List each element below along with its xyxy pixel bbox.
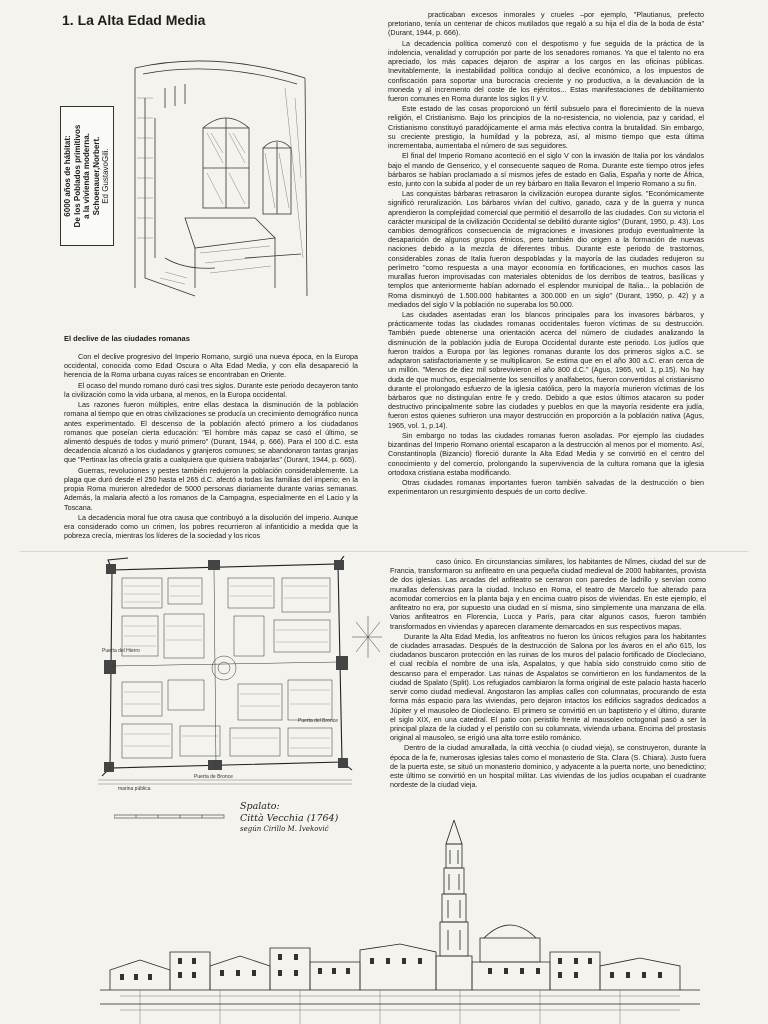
interior-sketch-illustration (125, 58, 311, 300)
map-label-south-gate: Puerta de Bronce (194, 774, 233, 780)
spalato-city-plan-map (98, 556, 382, 792)
paragraph: Con el declive progresivo del Imperio Romano, surgió una nueva época, en la Europa occidental, conocida como Edad Oscura o Alta Edad Media, y con ella desapareció la herencia de la Roma urbana cuyas raíces se encontraban en Oriente. (64, 352, 358, 380)
paragraph: Durante la Alta Edad Media, los anfiteatros no fueron los únicos refugios para los habitantes de ciudades arrasadas. Después de la destrucción de Salona por los ávaros en el año 615, los ciudadanos buscaron protección en las ruinas de los muros del palacio fortificado de Diocleciano, el cual recibía el nombre de una isla, Aspalatos, y que había sido construido como sitio de descanso para el emperador. Las ruinas de Aspalatos se convirtieron en los fundamentos de la ciudad de Spalato (Split). Los refugiados cambiaron la forma original de este palacio hasta hacerlo servir como ciudad medieval. Angostaron las amplias calles con columnatas, procurando de esta forma más espacio para las viviendas, pero dejaron intactos los edificios sagrados dedicados a Júpiter y el mausoleo de Diocleciano. El primero se convirtió en un baptisterio y el último, durante el siglo XIX, en una catedral. El patio con peristilo frente al mausoleo octogonal pasó a ser la principal plaza de la ciudad y el peristilo con su columnata, vivienda urbana. Encima del prostasis original al mausoleo, se erigió una alta torre estilo románico. (390, 631, 706, 743)
paragraph: El final del Imperio Romano aconteció en el siglo V con la invasión de Italia por los vándalos bajo el mando de Genserico, y el consecuente saqueo de Roma. Durante este tiempo otros jefes bárbaros se habían proclamado a sí mismos jefes de estado en Galia, España y norte de África, esto, junto con la subida al poder de un rey bárbaro en Italia llevaron el Imperio Romano a su fin. (388, 151, 704, 188)
paragraph: Las razones fueron múltiples, entre ellas destaca la disminución de la población romana al tiempo que en otras civilizaciones se producía un crecimiento demográfico nunca antes experimentado. El descenso de la población afectó primero a los ciudadanos romanos que poseían cierta educación: "El hombre más capaz se casó el último, se alimentó después de todos y murió primero" (Durant, 1944, p. 666). Para el 100 d.C. esta decadencia alcanzó a los ciudadanos y granjeros comunes; se abandonaron tantas granjas que "Pertinax las ofrecía gratis a cualquiera que quisiera trabajarlas" (Durant, 1944, p. 665). (64, 400, 358, 465)
paragraph: Otras ciudades romanas importantes fueron también salvadas de la destrucción o bien experimentaron un resurgimiento después de un corto declive. (388, 477, 704, 497)
split-skyline-illustration (100, 820, 700, 1024)
section-title: El declive de las ciudades romanas (64, 334, 190, 343)
paragraph: Sin embargo no todas las ciudades romanas fueron asoladas. Por ejemplo las ciudades bizantinas del Imperio Romano oriental escaparon a la destrucción al menos por el momento. Así, Constantinopla (Bizancio) floreció durante la Alta Edad Media y se convirtió en el centro del conocimiento y del comercio, prolongando la supervivencia de la cultura romana que la iglesia ortodoxa cristiana estaba modificando. (388, 430, 704, 477)
right-bottom-column-text (390, 557, 706, 790)
citation-text (63, 108, 111, 244)
map-caption-line-3: según Cirillo M. Iveković (240, 824, 329, 833)
paragraph: Dentro de la ciudad amurallada, la città vecchia (o ciudad vieja), se construyeron, durante la época de la fe, numerosas iglesias tales como el monasterio de Sta. Clara (S. Chiara). Justo fuera de la puerta este, se situó un monasterio dominico, y adyacente a la puerta norte, uno benedictino; este último se convirtió en un hospital militar. Las viviendas de los judíos ocupaban el cuadrante nordeste de la ciudad vieja. (390, 743, 706, 790)
page-divider (20, 551, 748, 552)
citation-line-5: Ed GustavoGili. (101, 148, 111, 204)
map-label-sea: marina pública (118, 786, 151, 792)
paragraph: Guerras, revoluciones y pestes también redujeron la población considerablemente. La plaga que duró desde el 250 hasta el 265 d.C. afectó a todas las familias del imperio; en la propia Roma murieron alrededor de 5000 personas diariamente durante varias semanas. Además, la malaria afectó a los romanos de la Campagna, especialmente en el Lacio y la Toscana. (64, 465, 358, 512)
paragraph: caso único. En circunstancias similares, los habitantes de Nîmes, ciudad del sur de Francia, transformaron su anfiteatro en una pequeña ciudad medieval de 2000 habitantes, provista de dos iglesias. Las arcadas del anfiteatro se cerraron con paredes de ladrillo y servían como murallas defensivas para la ciudad. Incluso en Roma, el teatro de Marcelo fue alterado para acomodar comercios en la planta baja y en encima cuatro pisos de viviendas. En este ejemplo, el anfiteatro no era, por supuesto una ciudad en sí misma, sino simplemente una manzana de ella. Varios anfiteatros en Florencia, Lucca y París, para citar algunos casos, fueron también transformados en viviendas y aparecen claramente demarcados en sus respectivos mapas. (390, 557, 706, 631)
paragraph: La decadencia política comenzó con el despotismo y fue seguida de la práctica de la indolencia, venalidad y corrupción por parte de los senadores romanos. Ya que el talento no era apreciado, los más capaces dejaron de aspirar a los cargos en las oficinas públicas. Inevitablemente, la inestabilidad política condujo al declive económico, a los impuestos de confiscación para soportar una burocracia creciente y no productiva, a la devaluación de la moneda y al incremento del coste de los ejércitos... Estas manifestaciones de debilitamiento fueron comunes en Roma durante los siglos II y V. (388, 38, 704, 103)
citation-box (60, 106, 114, 246)
citation-line-1: 6000 años de hábitat: (63, 135, 73, 217)
map-label-east-gate: Puerta del Bronce (298, 718, 339, 724)
left-column-text (64, 352, 358, 541)
right-top-column-text (388, 10, 704, 497)
page-title: 1. La Alta Edad Media (62, 12, 206, 28)
paragraph: La decadencia moral fue otra causa que contribuyó a la disolución del imperio. Aunque era considerado como un crimen, los pobres recurrieron al infanticidio a medida que la pobreza crecía, mientras los líderes de la sociedad y los ricos (64, 512, 358, 541)
citation-line-2: De los Poblados primitivos (72, 124, 82, 228)
map-caption-line-2: Città Vecchia (1764) (240, 812, 339, 824)
citation-line-3: a la vivienda moderna. (82, 133, 92, 219)
paragraph: El ocaso del mundo romano duró casi tres siglos. Durante este periodo decayeron tanto la civilización como la vida urbana, al menos, en la Europa occidental. (64, 380, 358, 399)
paragraph: practicaban excesos inmorales y crueles –por ejemplo, "Plautianus, prefecto pretoriano, tenía un centenar de chicos mutilados que regaló a su hija el día de la boda de ésta" (Durant, 1944, p. 666). (388, 10, 704, 38)
map-label-west-gate: Puerta del Hierro (102, 648, 140, 654)
paragraph: Las conquistas bárbaras retrasaron la civilización europea durante siglos. "Económicamente significó reruralización. Los bárbaros vivían del cultivo, ganado, caza y de la guerra y nunca aprendieron la complejidad comercial que permitió el desarrollo de las ciudades. Con su victoria el carácter municipal de la civilización Occidental se debilitó durante siglos" (Durant, 1950, p. 43). Los cambios demográficos consecuencia de migraciones e invasiones produjo eventualmente la desaparición de algunos grupos étnicos, pero también dio origen a la formación de nuevas naciones debido a la mezcla de diferentes tribus. Durante este periodo de trastornos, considerables zonas de Italia fueron despobladas y la mayoría de las ciudades redujeron su perímetro "como respuesta a una mayor economía en fortificaciones, en muchos casos las murallas fueron improvisadas con materiales obtenidos de los derribos de teatros, basílicas y templos que anteriormente habían adornado el esplendor municipal de Italia... la población de Roma disminuyó de 1.500.000 habitantes a 300.000 en un siglo" (Durant, 1950, p. 42) y a mediados del siglo V la población no superaba los 50.000. (388, 189, 704, 309)
map-caption-line-1: Spalato: (240, 801, 280, 812)
citation-line-4: Schoenauer,Norbert. (91, 136, 101, 216)
paragraph: Las ciudades asentadas eran los blancos principales para los invasores bárbaros, y prácticamente todas las ciudades romanas occidentales fueron víctimas de su destrucción. También puede obtenerse una orientación acerca del número de ciudades analizando la disminución de la población judía de Europa Occidental durante este periodo. Los judíos que fueron traídos a Europa por las legiones romanas durante los dos primeros siglos a.C. se adaptaron satisfactoriamente y se multiplicaron. Se estima que en el año 300 a.C. eran cerca de un millón. "Menos de diez mil sobrevivieron el año 800 d.C." (Agus, 1965, vol. 1, p.15). No hay duda de que muchos, especialmente los sencillos y analfabetos, fueron convertidos al cristianismo durante el prolongado esfuerzo de la iglesia católica, pero la mayoría murieron víctimas de los bárbaros que no distinguían entre fe y credo. Debido a que estos últimos atacaron su poder destructivo principalmente sobre las ciudades y pueblos en que la mayoría residente era judía, fueron estos quienes sufrieron una mayor destrucción en proporción a la población nativa (Agus, 1965, vol. 1, p.14). (388, 310, 704, 430)
paragraph: Este estado de las cosas proporcionó un fértil subsuelo para el florecimiento de la nueva religión, el Cristianismo. Bajo los principios de la no-resistencia, no violencia, paz y caridad, el Cristianismo constituyó paradójicamente el arma más efectiva contra la brutalidad. Sin embargo, su creciente prestigio, la humildad y la pobreza, así, al mismo tiempo que esta última incrementaba, aumentaba el número de sus seguidores. (388, 104, 704, 151)
